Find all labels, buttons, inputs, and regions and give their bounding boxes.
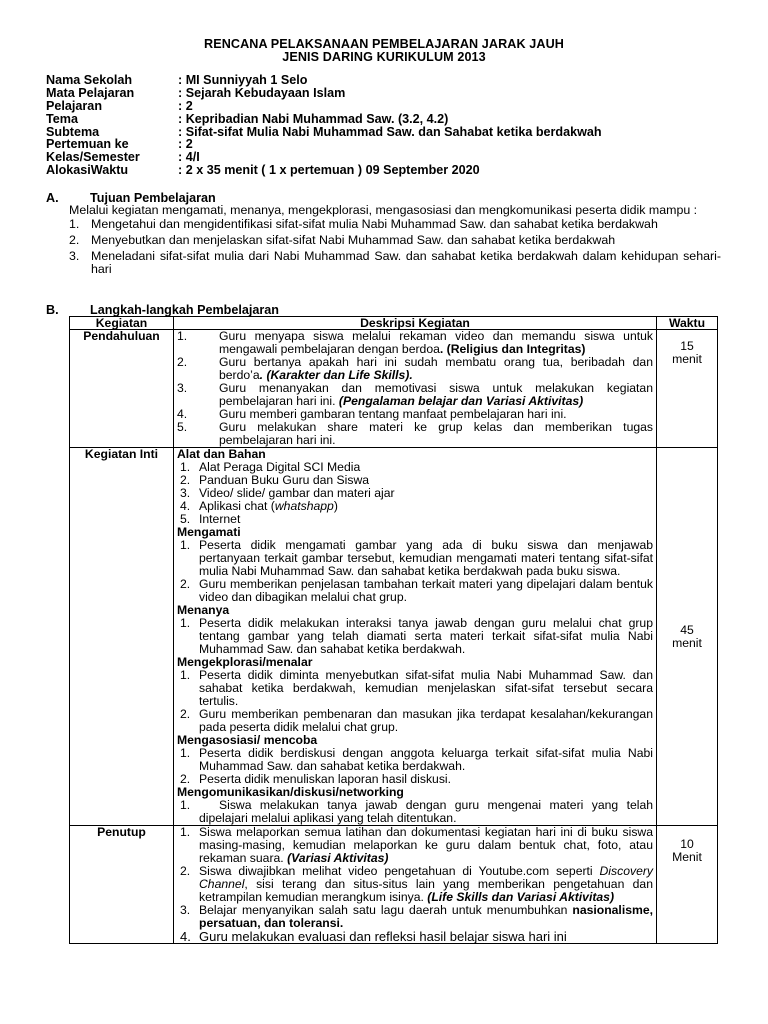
- item-number: 2.: [180, 772, 191, 786]
- item-number: 2.: [177, 355, 188, 369]
- item-number: 2.: [180, 707, 191, 721]
- item-number: 1.: [69, 217, 80, 231]
- item-text: Guru melakukan share materi ke grup kelas dan memberikan tugas pembelajaran hari ini.: [219, 420, 653, 447]
- character-tag: (Variasi Aktivitas): [283, 851, 389, 865]
- item-text: Peserta didik melakukan interaksi tanya jawab dengan guru melalui chat grup tentang gambar yang telah diamati serta materi terkait sifat-sifat mulia Nabi Muhammad Saw. dan sahabat ketika berdakwah.: [199, 616, 653, 656]
- item-text: Aplikasi chat (: [199, 499, 275, 513]
- document-title: RENCANA PELAKSANAAN PEMBELAJARAN JARAK JAUH: [204, 37, 564, 51]
- item-number: 1.: [180, 746, 191, 760]
- info-value: : 2: [178, 98, 193, 113]
- identity-block: [46, 74, 602, 177]
- list-item: [177, 330, 653, 356]
- document-subtitle: JENIS DARING KURIKULUM 2013: [282, 50, 486, 64]
- objective-item: [69, 234, 721, 247]
- item-text: Panduan Buku Guru dan Siswa: [199, 473, 370, 487]
- info-label: Pelajaran: [46, 98, 103, 113]
- character-tag: nasionalisme, persatuan, dan toleransi.: [199, 903, 653, 930]
- stage-description: [174, 448, 657, 826]
- info-label: Pertemuan ke: [46, 137, 129, 152]
- stage-label: Penutup: [70, 826, 174, 944]
- info-row: [46, 74, 602, 87]
- item-number: 1.: [180, 616, 191, 630]
- character-tag: . (Karakter dan Life Skills).: [259, 368, 413, 382]
- info-row: [46, 100, 602, 113]
- item-number: 1.: [180, 668, 191, 682]
- item-text: Guru menyapa siswa melalui rekaman video dan memandu siswa untuk mengawali pembelajaran dengan berdoa: [219, 329, 653, 356]
- item-number: 3.: [180, 903, 191, 917]
- section-a-body: [69, 204, 721, 276]
- stage-label: Kegiatan Inti: [70, 448, 174, 826]
- item-number: 1.: [180, 460, 191, 474]
- list-item: [177, 799, 653, 825]
- subheading: Alat dan Bahan: [177, 447, 266, 461]
- table-header-row: [70, 317, 718, 330]
- info-value: : MI Sunniyyah 1 Selo: [178, 73, 308, 87]
- info-value: : Kepribadian Nabi Muhammad Saw. (3.2, 4.2): [178, 111, 449, 126]
- list-item: [177, 826, 653, 865]
- list-item: [177, 904, 653, 930]
- character-tag: . (Religius dan Integritas): [439, 342, 586, 356]
- info-row: [46, 126, 602, 139]
- stage-label: Pendahuluan: [70, 330, 174, 448]
- info-row: [46, 87, 602, 100]
- info-label: Kelas/Semester: [46, 150, 140, 165]
- list-item: [177, 669, 653, 708]
- item-text: Guru menanyakan dan memotivasi siswa untuk melakukan kegiatan pembelajaran hari ini.: [219, 381, 653, 408]
- column-header: Deskripsi Kegiatan: [174, 317, 657, 330]
- item-text: Siswa melakukan tanya jawab dengan guru mengenai materi yang telah dipelajari melalui aplikasi yang telah ditentukan.: [199, 798, 653, 825]
- info-label: Tema: [46, 111, 78, 126]
- time-cell: [657, 826, 718, 944]
- list-item: [177, 421, 653, 447]
- time-value: 10 Menit: [672, 837, 702, 864]
- column-header: Kegiatan: [70, 317, 174, 330]
- item-text: Menyebutkan dan menjelaskan sifat-sifat Nabi Muhammad Saw. dan sahabat ketika berdakwah: [91, 233, 616, 247]
- objectives-list: [69, 218, 721, 276]
- info-value: : 2 x 35 menit ( 1 x pertemuan ) 09 September 2020: [178, 163, 480, 178]
- item-text: Video/ slide/ gambar dan materi ajar: [199, 486, 395, 500]
- objective-item: [69, 218, 721, 231]
- info-label: Nama Sekolah: [46, 73, 133, 87]
- section-letter: A.: [46, 191, 59, 205]
- list-item: [177, 708, 653, 734]
- list-item: [177, 382, 653, 408]
- item-number: 1.: [180, 798, 191, 812]
- item-text: Guru bertanya apakah hari ini sudah membatu orang tua, beribadah dan berdo’a: [219, 355, 653, 382]
- item-text: Siswa melaporkan semua latihan dan dokumentasi kegiatan hari ini di buku siswa masing-masing, kemudian melaporkan ke guru dalam bentuk chat, foto, atau rekaman suara.: [199, 825, 653, 865]
- list-item: [177, 747, 653, 773]
- item-number: 2.: [180, 577, 191, 591]
- item-number: 2.: [180, 473, 191, 487]
- item-text: Guru memberi gambaran tentang manfaat pembelajaran hari ini.: [219, 407, 567, 421]
- info-value: : Sifat-sifat Mulia Nabi Muhammad Saw. dan Sahabat ketika berdakwah: [178, 124, 602, 139]
- item-text: Meneladani sifat-sifat mulia dari Nabi Muhammad Saw. dan sahabat ketika berdakwah dalam kehidupan sehari-hari: [91, 249, 721, 276]
- item-text: Guru memberikan penjelasan tambahan terkait materi yang dipelajari dalam bentuk video dan dibagikan melalui chat grup.: [199, 577, 653, 604]
- section-title: Langkah-langkah Pembelajaran: [90, 303, 279, 317]
- time-value: 15 menit: [672, 339, 702, 366]
- column-header: Waktu: [657, 317, 718, 330]
- info-row: [46, 164, 602, 177]
- item-text: Belajar menyanyikan salah satu lagu daerah untuk menumbuhkan: [199, 903, 568, 917]
- item-number: 3.: [69, 249, 80, 263]
- item-number: 2.: [69, 233, 80, 247]
- time-cell: [657, 448, 718, 826]
- item-number: 4.: [180, 929, 191, 944]
- subheading: Mengomunikasikan/diskusi/networking: [177, 785, 404, 799]
- info-value: : Sejarah Kebudayaan Islam: [178, 85, 346, 100]
- info-value: : 4/I: [178, 150, 200, 165]
- list-item: [177, 865, 653, 904]
- item-text: Siswa diwajibkan melihat video pengetahuan di Youtube.com seperti: [199, 864, 600, 878]
- item-number: 1.: [180, 825, 191, 839]
- section-title: Tujuan Pembelajaran: [90, 191, 216, 205]
- item-text: Peserta didik mengamati gambar yang ada di buku siswa dan menjawab pertanyaan terkait gambar tersebut, kemudian mengamati materi tentang sifat-sifat mulia Nabi Muhammad Saw. dan sahabat ketika berdakwah pada buku siswa.: [199, 538, 653, 578]
- item-number: 4.: [180, 499, 191, 513]
- list-item: [177, 500, 653, 513]
- info-label: Subtema: [46, 124, 100, 139]
- item-text: , sisi terang dan situs-situs lain yang memberikan pengetahuan dan ketrampilan kemudian merangkum isinya.: [199, 877, 653, 904]
- list-item: [177, 356, 653, 382]
- section-a-intro: Melalui kegiatan mengamati, menanya, mengekplorasi, mengasosiasi dan mengkomunikasi peserta didik mampu :: [69, 203, 698, 217]
- list-item: [177, 773, 653, 786]
- subheading: Mengamati: [177, 525, 241, 539]
- time-cell: [657, 330, 718, 448]
- item-text: Peserta didik diminta menyebutkan sifat-sifat mulia Nabi Muhammad Saw. dan sahabat ketika berdakwah, kemudian menjelaskan sifat-sifat tersebut secara tertulis.: [199, 668, 653, 708]
- info-row: [46, 113, 602, 126]
- item-text: ): [333, 499, 338, 513]
- time-value: 45 menit: [672, 622, 702, 650]
- item-text-italic: whatshapp: [274, 499, 334, 513]
- subheading: Mengasosiasi/ mencoba: [177, 733, 318, 747]
- table-row: [70, 448, 718, 826]
- item-text: Guru memberikan pembenaran dan masukan jika terdapat kesalahan/kekurangan pada peserta didik melalui chat grup.: [199, 707, 653, 734]
- list-item: [177, 578, 653, 604]
- subheading: Menanya: [177, 603, 230, 617]
- character-tag: (Pengalaman belajar dan Variasi Aktivitas): [335, 394, 584, 408]
- item-number: 3.: [177, 381, 188, 395]
- objective-item: [69, 250, 721, 276]
- item-text-italic: Discovery Channel: [199, 864, 653, 891]
- section-b-heading: [46, 303, 279, 317]
- stage-description: [174, 826, 657, 944]
- info-label: AlokasiWaktu: [46, 163, 129, 178]
- item-text: Alat Peraga Digital SCI Media: [199, 460, 361, 474]
- info-label: Mata Pelajaran: [46, 85, 135, 100]
- item-number: 4.: [177, 407, 188, 421]
- info-value: : 2: [178, 137, 193, 152]
- section-letter: B.: [46, 303, 59, 317]
- list-item: [177, 539, 653, 578]
- item-text: Guru melakukan evaluasi dan refleksi hasil belajar siswa hari ini: [199, 929, 567, 944]
- item-text: Peserta didik menuliskan laporan hasil diskusi.: [199, 772, 452, 786]
- item-text: Peserta didik berdiskusi dengan anggota keluarga terkait sifat-sifat mulia Nabi Muhammad Saw. dan sahabat ketika berdakwah.: [199, 746, 653, 773]
- list-item: [177, 513, 653, 526]
- item-number: 1.: [180, 538, 191, 552]
- item-number: 2.: [180, 864, 191, 878]
- subheading: Mengekplorasi/menalar: [177, 655, 313, 669]
- list-item: [177, 617, 653, 656]
- learning-steps-table: [69, 316, 718, 944]
- stage-description: [174, 330, 657, 448]
- item-number: 1.: [177, 329, 188, 343]
- item-text: Internet: [199, 512, 241, 526]
- table-row: [70, 826, 718, 944]
- item-number: 5.: [177, 420, 188, 434]
- item-text: Mengetahui dan mengidentifikasi sifat-sifat mulia Nabi Muhammad Saw. dan sahabat ketika berdakwah: [91, 217, 658, 231]
- table-row: [70, 330, 718, 448]
- item-number: 3.: [180, 486, 191, 500]
- item-number: 5.: [180, 512, 191, 526]
- character-tag: (Life Skills dan Variasi Aktivitas): [423, 890, 615, 904]
- list-item: [177, 930, 653, 943]
